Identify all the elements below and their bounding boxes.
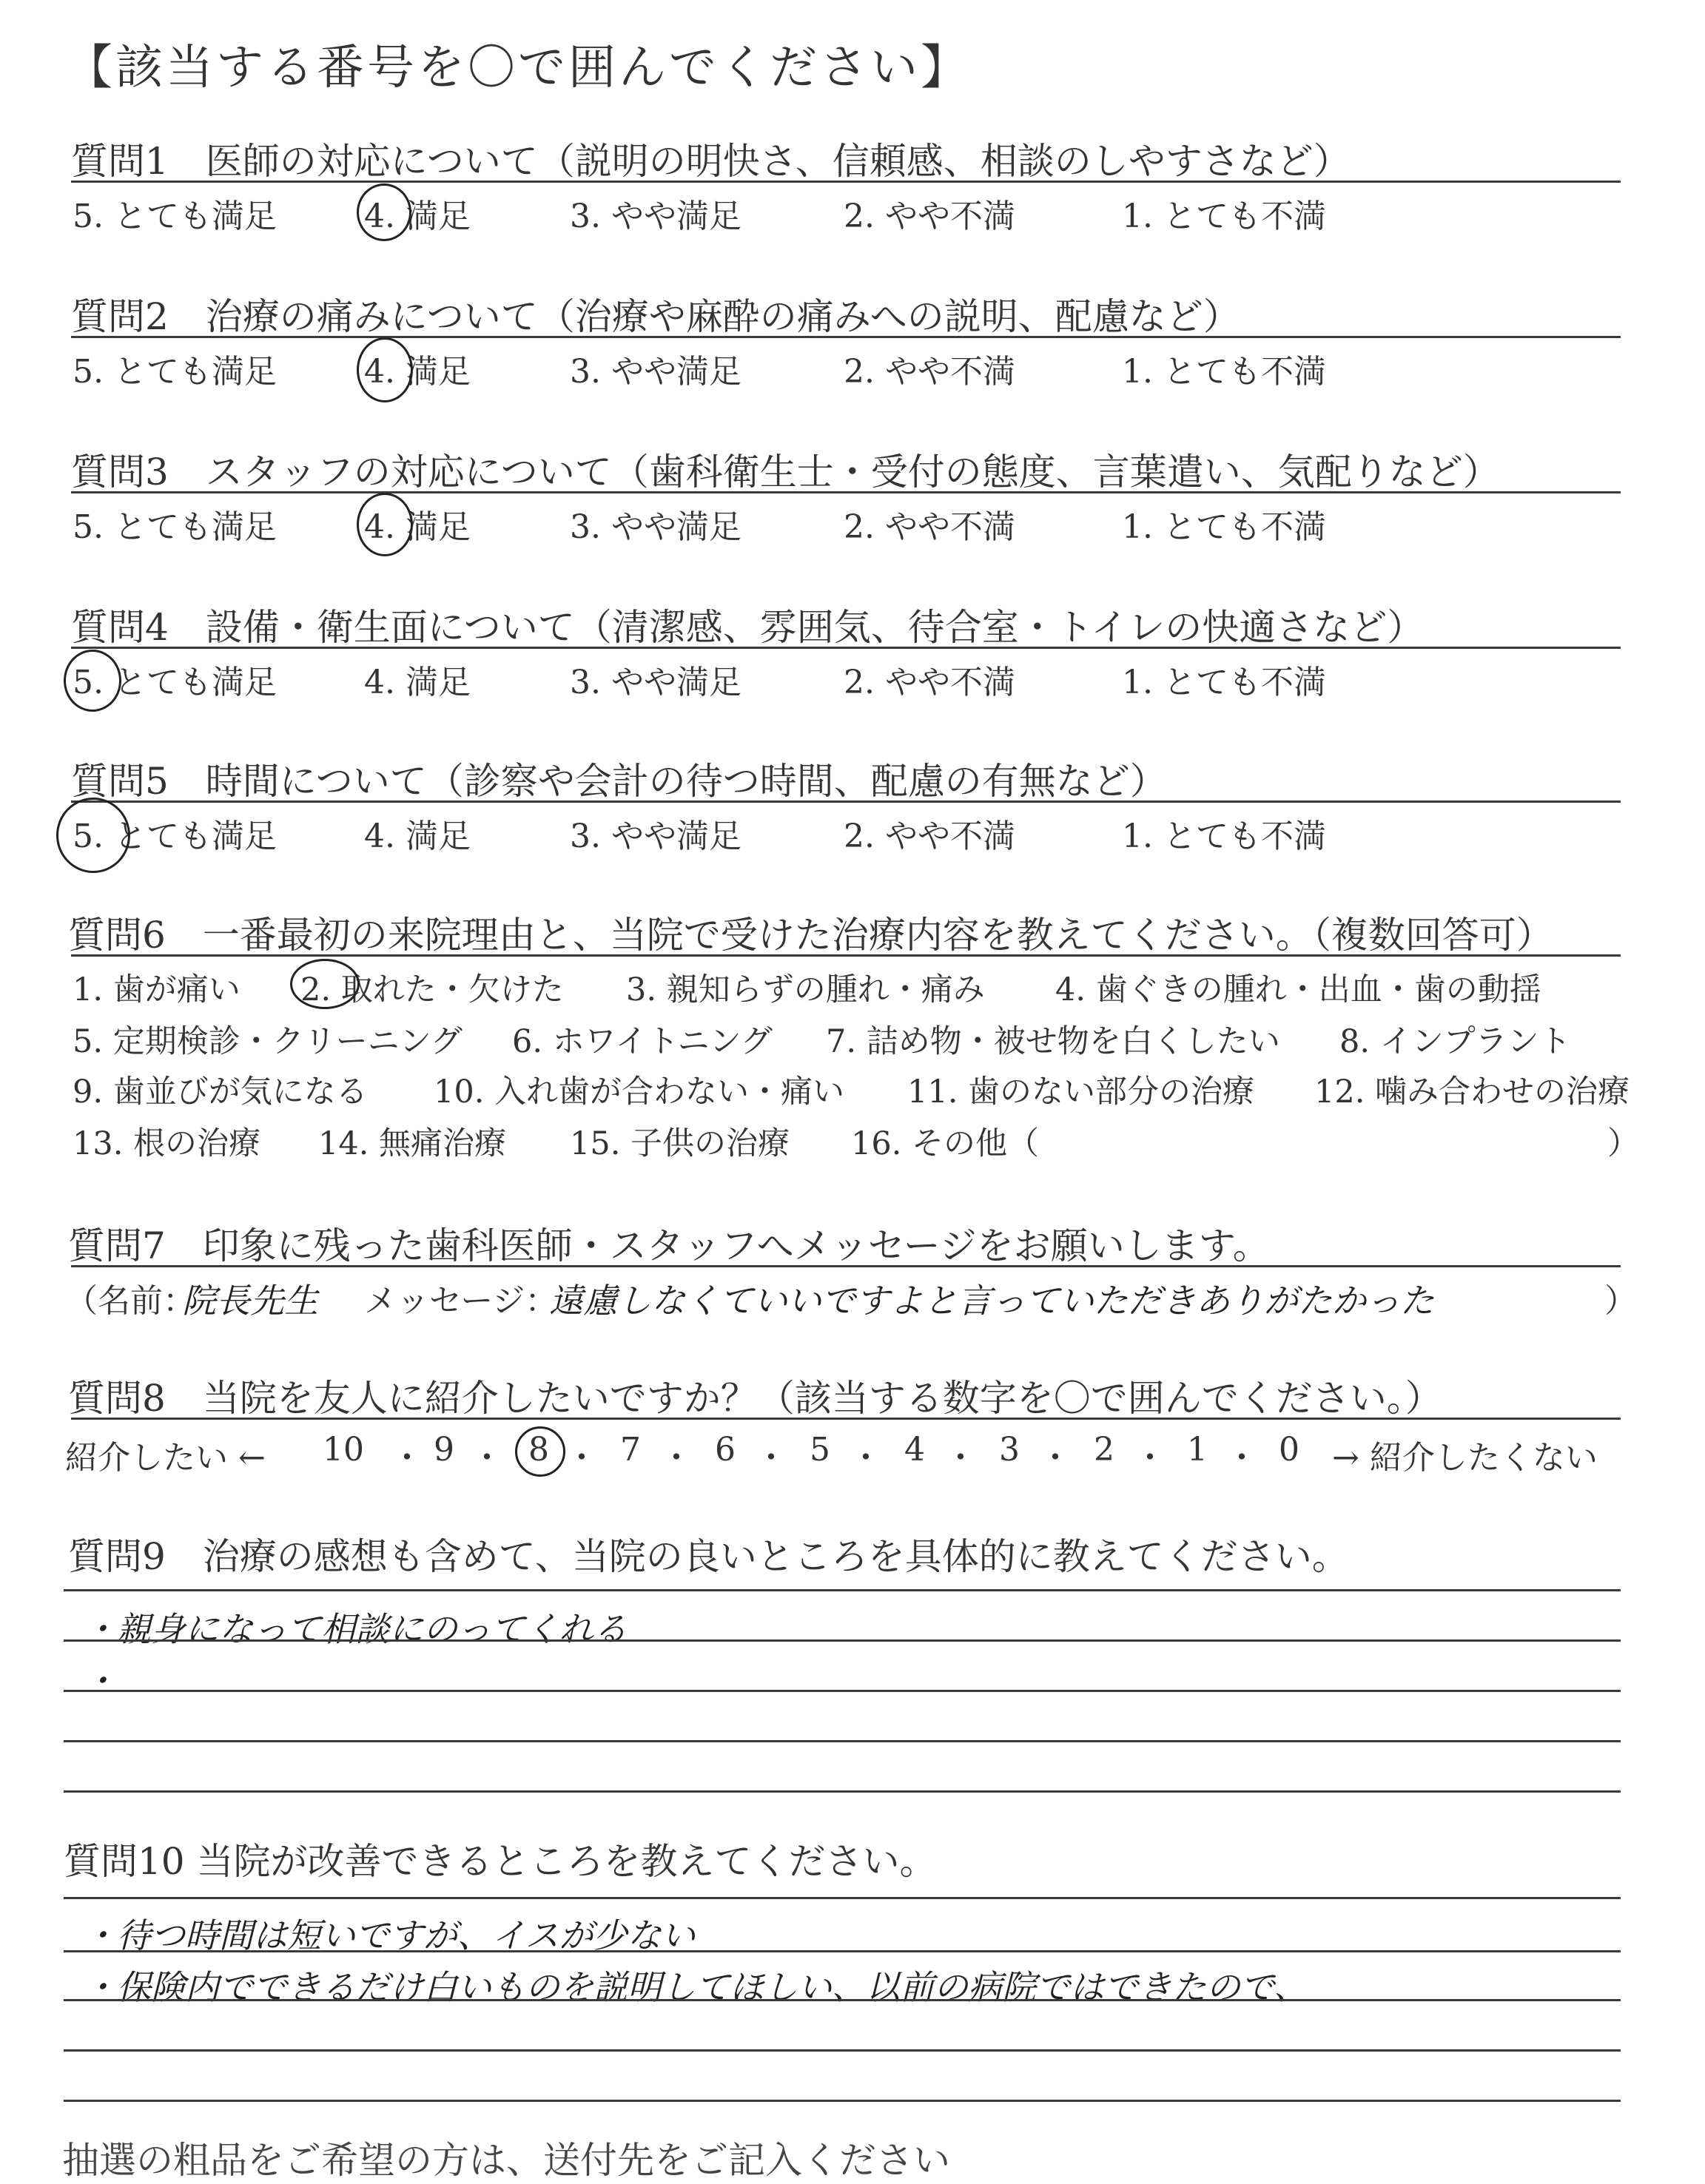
q8-dot: ・ (755, 1439, 787, 1477)
question-4-rule (71, 647, 1621, 649)
q6-option-7[interactable]: 7. 詰め物・被せ物を白くしたい (826, 1023, 1280, 1060)
q5-option-3[interactable]: 3. やや満足 (570, 818, 741, 855)
q2-option-4[interactable]: 4. 満足 (364, 353, 471, 391)
q1-selection-circle (357, 183, 411, 241)
question-6-rule (71, 954, 1621, 957)
q8-dot: ・ (565, 1439, 598, 1477)
q6-option-10[interactable]: 10. 入れ歯が合わない・痛い (434, 1074, 845, 1110)
q3-option-4[interactable]: 4. 満足 (364, 508, 471, 546)
q8-scale-7[interactable]: 7 (620, 1431, 641, 1469)
q2-option-3[interactable]: 3. やや満足 (570, 353, 741, 391)
q10-answer-2[interactable]: ・保険内でできるだけ白いものを説明してほしい、以前の病院ではできたので、 (83, 1967, 1308, 2007)
q10-answer-line (64, 2049, 1621, 2052)
question-2 (0, 287, 1705, 435)
q6-option-11[interactable]: 11. 歯のない部分の治療 (907, 1074, 1255, 1110)
question-5-title: 質問5 時間について（診察や会計の待つ時間、配慮の有無など） (71, 760, 1167, 803)
q6-option-8[interactable]: 8. インプラント (1339, 1023, 1571, 1060)
q8-scale-4[interactable]: 4 (904, 1431, 925, 1469)
q1-option-3[interactable]: 3. やや満足 (570, 198, 741, 235)
q1-option-4[interactable]: 4. 満足 (364, 198, 471, 235)
q5-option-2[interactable]: 2. やや不満 (844, 818, 1015, 855)
q4-option-4[interactable]: 4. 満足 (364, 664, 471, 701)
q6-option-14[interactable]: 14. 無痛治療 (318, 1125, 507, 1162)
question-2-title: 質問2 治療の痛みについて（治療や麻酔の痛みへの説明、配慮など） (71, 295, 1240, 338)
q8-dot: ・ (471, 1439, 503, 1477)
q6-option-5[interactable]: 5. 定期検診・クリーニング (73, 1023, 463, 1060)
question-8 (0, 1369, 1705, 1487)
q8-left-label: 紹介したい ← (65, 1439, 266, 1477)
q8-scale-8[interactable]: 8 (528, 1431, 549, 1469)
footer-partial-text: 抽選の粗品をご希望の方は、送付先をご記入ください (62, 2139, 950, 2182)
q9-answer-line (64, 1690, 1621, 1692)
q7-message-label: メッセージ： (364, 1282, 558, 1320)
q3-option-1[interactable]: 1. とても不満 (1122, 508, 1326, 546)
q8-scale-3[interactable]: 3 (999, 1431, 1020, 1469)
q8-scale-5[interactable]: 5 (810, 1431, 830, 1469)
q8-scale-10[interactable]: 10 (323, 1431, 364, 1469)
q3-option-2[interactable]: 2. やや不満 (844, 508, 1015, 546)
q1-option-1[interactable]: 1. とても不満 (1122, 198, 1326, 235)
q8-dot: ・ (391, 1439, 423, 1477)
question-2-rule (71, 336, 1621, 338)
q2-option-1[interactable]: 1. とても不満 (1122, 353, 1326, 391)
q2-option-5[interactable]: 5. とても満足 (73, 353, 277, 391)
q10-answer-line (64, 2100, 1621, 2102)
question-10-title: 質問10 当院が改善できるところを教えてください。 (64, 1840, 937, 1883)
q7-name-value[interactable]: 院長先生 (182, 1281, 318, 1321)
question-1-rule (71, 181, 1621, 183)
q6-option-16[interactable]: 16. その他（ (851, 1125, 1040, 1162)
q8-dot: ・ (1039, 1439, 1072, 1477)
q8-dot: ・ (850, 1439, 882, 1477)
question-4 (0, 598, 1705, 746)
q4-option-5[interactable]: 5. とても満足 (73, 664, 277, 701)
q8-selection-circle (515, 1426, 565, 1477)
q8-dot: ・ (944, 1439, 977, 1477)
question-8-rule (71, 1418, 1621, 1420)
question-1-title: 質問1 医師の対応について（説明の明快さ、信頼感、相談のしやすさなど） (71, 140, 1351, 183)
q8-scale-2[interactable]: 2 (1094, 1431, 1114, 1469)
question-7 (0, 1216, 1705, 1335)
q8-scale-9[interactable]: 9 (434, 1431, 454, 1469)
q8-scale-1[interactable]: 1 (1187, 1431, 1208, 1469)
q5-option-1[interactable]: 1. とても不満 (1122, 818, 1326, 855)
question-9-title: 質問9 治療の感想も含めて、当院の良いところを具体的に教えてください。 (68, 1535, 1349, 1578)
q5-selection-circle (56, 798, 130, 873)
page-header: 【該当する番号を〇で囲んでください】 (65, 41, 971, 95)
q4-option-3[interactable]: 3. やや満足 (570, 664, 741, 701)
q7-message-value[interactable]: 遠慮しなくていいですよと言っていただきありがたかった (549, 1281, 1434, 1321)
question-5 (0, 752, 1705, 900)
q3-option-3[interactable]: 3. やや満足 (570, 508, 741, 546)
q9-answer-2[interactable]: ・ (83, 1661, 117, 1701)
q6-option-9[interactable]: 9. 歯並びが気になる (73, 1074, 368, 1110)
q8-scale-0[interactable]: 0 (1279, 1431, 1299, 1469)
q6-option-3[interactable]: 3. 親知らずの腫れ・痛み (626, 971, 985, 1008)
q10-answer-line (64, 1999, 1621, 2001)
q6-option-2[interactable]: 2. 取れた・欠けた (300, 971, 564, 1008)
q2-option-2[interactable]: 2. やや不満 (844, 353, 1015, 391)
q9-answer-line (64, 1639, 1621, 1642)
question-4-title: 質問4 設備・衛生面について（清潔感、雰囲気、待合室・トイレの快適さなど） (71, 606, 1425, 649)
question-10 (0, 1832, 1705, 2113)
q6-option-15[interactable]: 15. 子供の治療 (570, 1125, 790, 1162)
q1-option-5[interactable]: 5. とても満足 (73, 198, 277, 235)
q4-option-2[interactable]: 2. やや不満 (844, 664, 1015, 701)
question-8-title: 質問8 当院を友人に紹介したいですか？（該当する数字を〇で囲んでください。） (68, 1377, 1442, 1420)
q9-answer-1[interactable]: ・親身になって相談にのってくれる (83, 1609, 628, 1649)
question-7-rule (71, 1265, 1621, 1267)
question-6 (0, 906, 1705, 1172)
q1-option-2[interactable]: 2. やや不満 (844, 198, 1015, 235)
q8-dot: ・ (1225, 1439, 1258, 1477)
q9-answer-line (64, 1790, 1621, 1793)
q6-option-16-close: ） (1607, 1125, 1639, 1162)
question-1 (0, 132, 1705, 280)
q6-option-13[interactable]: 13. 根の治療 (73, 1125, 261, 1162)
q6-option-4[interactable]: 4. 歯ぐきの腫れ・出血・歯の動揺 (1055, 971, 1541, 1008)
q10-answer-1[interactable]: ・待つ時間は短いですが、イスが少ない (83, 1915, 696, 1955)
q10-answer-line (64, 1950, 1621, 1952)
question-6-title: 質問6 一番最初の来院理由と、当院で受けた治療内容を教えてください。（複数回答可） (68, 914, 1553, 957)
q3-selection-circle (357, 493, 413, 556)
q10-answer-line (64, 1897, 1621, 1899)
question-7-title: 質問7 印象に残った歯科医師・スタッフへメッセージをお願いします。 (68, 1224, 1270, 1267)
q5-option-5[interactable]: 5. とても満足 (73, 818, 277, 855)
q8-right-label: → 紹介したくない (1332, 1439, 1598, 1477)
q9-answer-line (64, 1740, 1621, 1742)
question-5-rule (71, 801, 1621, 803)
q8-dot: ・ (1134, 1439, 1166, 1477)
q7-name-label: （名前： (65, 1282, 195, 1320)
question-9 (0, 1527, 1705, 1808)
q6-option-12[interactable]: 12. 噛み合わせの治療 (1314, 1074, 1630, 1110)
question-3 (0, 442, 1705, 590)
q5-option-4[interactable]: 4. 満足 (364, 818, 471, 855)
q6-option-1[interactable]: 1. 歯が痛い (73, 971, 241, 1008)
q8-scale-6[interactable]: 6 (715, 1431, 736, 1469)
q4-selection-circle (64, 650, 121, 712)
q7-close-paren: ） (1604, 1282, 1637, 1320)
q2-selection-circle (357, 337, 413, 402)
question-3-title: 質問3 スタッフの対応について（歯科衛生士・受付の態度、言葉遣い、気配りなど） (71, 451, 1500, 493)
q4-option-1[interactable]: 1. とても不満 (1122, 664, 1326, 701)
q3-option-5[interactable]: 5. とても満足 (73, 508, 277, 546)
q6-selection-circle (290, 959, 360, 1009)
q8-dot: ・ (660, 1439, 693, 1477)
q9-answer-line (64, 1589, 1621, 1591)
q6-option-6[interactable]: 6. ホワイトニング (512, 1023, 773, 1060)
question-3-rule (71, 491, 1621, 493)
